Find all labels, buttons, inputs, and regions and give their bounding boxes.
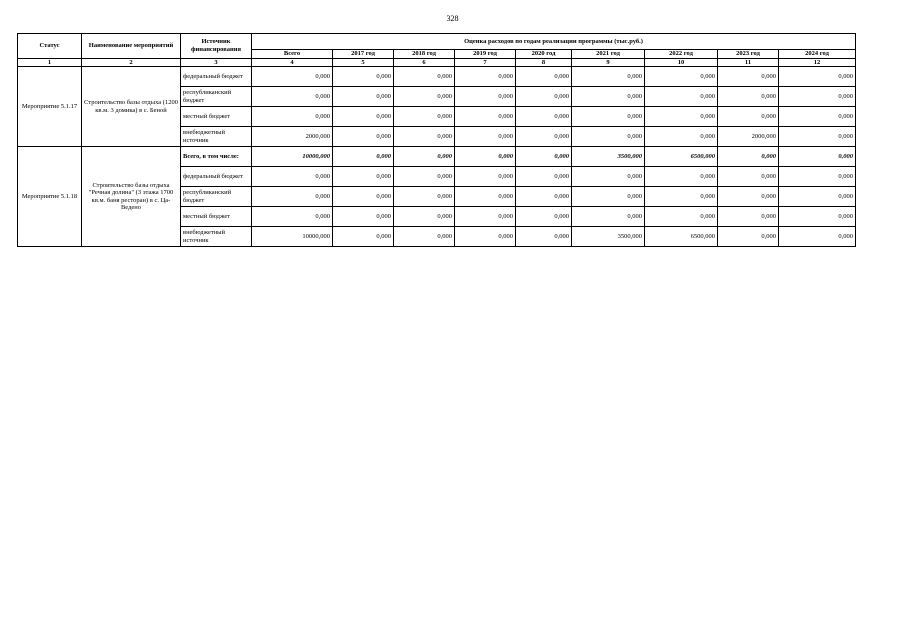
event-name-cell: Строительство базы отдыха "Речная долина" (3 этажа 1700 кв.м. баня ресторан) в с. Ца-Ведено	[82, 147, 181, 247]
value-cell: 0,000	[572, 127, 645, 147]
value-cell: 6500,000	[645, 147, 718, 167]
column-index: 11	[718, 58, 779, 67]
source-cell: республиканский бюджет	[181, 187, 252, 207]
column-index: 4	[252, 58, 333, 67]
source-cell: Всего, в том числе:	[181, 147, 252, 167]
value-cell: 0,000	[333, 107, 394, 127]
column-index: 9	[572, 58, 645, 67]
value-cell: 0,000	[645, 167, 718, 187]
value-cell: 0,000	[645, 107, 718, 127]
header-estimate: Оценка расходов по годам реализации программы (тыс.руб.)	[252, 34, 856, 50]
value-cell: 0,000	[333, 127, 394, 147]
value-cell: 0,000	[455, 107, 516, 127]
event-name-cell: Строительство базы отдыха (1200 кв.м. 3 домика) в с. Беной	[82, 67, 181, 147]
value-cell: 0,000	[645, 87, 718, 107]
column-index: 8	[516, 58, 572, 67]
value-cell: 0,000	[572, 187, 645, 207]
value-cell: 0,000	[516, 147, 572, 167]
value-cell: 0,000	[455, 67, 516, 87]
value-cell: 0,000	[333, 87, 394, 107]
header-year: 2017 год	[333, 50, 394, 59]
value-cell: 0,000	[394, 207, 455, 227]
value-cell: 0,000	[779, 147, 856, 167]
value-cell: 0,000	[779, 107, 856, 127]
value-cell: 0,000	[516, 187, 572, 207]
value-cell: 0,000	[718, 67, 779, 87]
value-cell: 0,000	[645, 207, 718, 227]
value-cell: 0,000	[516, 67, 572, 87]
value-cell: 0,000	[394, 107, 455, 127]
value-cell: 0,000	[455, 207, 516, 227]
value-cell: 0,000	[718, 227, 779, 247]
column-index: 10	[645, 58, 718, 67]
value-cell: 0,000	[779, 187, 856, 207]
column-index: 5	[333, 58, 394, 67]
page-number: 328	[446, 14, 459, 23]
source-cell: федеральный бюджет	[181, 167, 252, 187]
status-cell: Мероприятие 5.1.18	[18, 147, 82, 247]
value-cell: 6500,000	[645, 227, 718, 247]
value-cell: 0,000	[394, 87, 455, 107]
header-year: 2018 год	[394, 50, 455, 59]
value-cell: 0,000	[718, 207, 779, 227]
value-cell: 0,000	[455, 127, 516, 147]
value-cell: 0,000	[572, 207, 645, 227]
value-cell: 0,000	[252, 167, 333, 187]
value-cell: 0,000	[252, 107, 333, 127]
header-year: 2022 год	[645, 50, 718, 59]
value-cell: 0,000	[252, 187, 333, 207]
value-cell: 0,000	[516, 167, 572, 187]
value-cell: 0,000	[718, 147, 779, 167]
column-index: 12	[779, 58, 856, 67]
value-cell: 0,000	[394, 227, 455, 247]
value-cell: 0,000	[779, 207, 856, 227]
column-index: 2	[82, 58, 181, 67]
value-cell: 0,000	[779, 227, 856, 247]
value-cell: 3500,000	[572, 227, 645, 247]
value-cell: 0,000	[455, 167, 516, 187]
source-cell: федеральный бюджет	[181, 67, 252, 87]
header-year: 2024 год	[779, 50, 856, 59]
value-cell: 0,000	[516, 207, 572, 227]
header-name: Наименование мероприятий	[82, 34, 181, 59]
value-cell: 0,000	[333, 167, 394, 187]
header-source: Источник финансирования	[181, 34, 252, 59]
value-cell: 0,000	[645, 127, 718, 147]
header-status: Статус	[18, 34, 82, 59]
value-cell: 0,000	[333, 67, 394, 87]
value-cell: 0,000	[394, 127, 455, 147]
value-cell: 2000,000	[252, 127, 333, 147]
source-cell: внебюджетный источник	[181, 227, 252, 247]
value-cell: 0,000	[645, 187, 718, 207]
header-year: 2023 год	[718, 50, 779, 59]
table-row-total	[18, 147, 856, 167]
value-cell: 0,000	[252, 207, 333, 227]
header-year: Всего	[252, 50, 333, 59]
value-cell: 0,000	[718, 167, 779, 187]
value-cell: 0,000	[394, 147, 455, 167]
value-cell: 0,000	[779, 67, 856, 87]
column-index: 3	[181, 58, 252, 67]
value-cell: 0,000	[455, 227, 516, 247]
value-cell: 0,000	[333, 207, 394, 227]
value-cell: 0,000	[516, 127, 572, 147]
value-cell: 0,000	[718, 187, 779, 207]
source-cell: местный бюджет	[181, 207, 252, 227]
table-row	[18, 67, 856, 87]
value-cell: 0,000	[572, 167, 645, 187]
value-cell: 0,000	[779, 127, 856, 147]
source-cell: внебюджетный источник	[181, 127, 252, 147]
header-year: 2021 год	[572, 50, 645, 59]
source-cell: местный бюджет	[181, 107, 252, 127]
value-cell: 0,000	[455, 87, 516, 107]
value-cell: 0,000	[779, 87, 856, 107]
status-cell: Мероприятие 5.1.17	[18, 67, 82, 147]
value-cell: 0,000	[455, 187, 516, 207]
value-cell: 0,000	[455, 147, 516, 167]
column-index: 1	[18, 58, 82, 67]
budget-table	[17, 33, 856, 247]
value-cell: 0,000	[718, 87, 779, 107]
value-cell: 0,000	[333, 147, 394, 167]
header-year: 2020 год	[516, 50, 572, 59]
value-cell: 3500,000	[572, 147, 645, 167]
value-cell: 0,000	[394, 167, 455, 187]
column-index: 6	[394, 58, 455, 67]
value-cell: 0,000	[779, 167, 856, 187]
column-index: 7	[455, 58, 516, 67]
value-cell: 0,000	[516, 227, 572, 247]
value-cell: 0,000	[718, 107, 779, 127]
header-year: 2019 год	[455, 50, 516, 59]
value-cell: 0,000	[394, 187, 455, 207]
value-cell: 0,000	[252, 87, 333, 107]
value-cell: 0,000	[394, 67, 455, 87]
value-cell: 0,000	[572, 67, 645, 87]
value-cell: 10000,000	[252, 147, 333, 167]
value-cell: 0,000	[516, 87, 572, 107]
source-cell: республиканский бюджет	[181, 87, 252, 107]
value-cell: 10000,000	[252, 227, 333, 247]
value-cell: 0,000	[333, 227, 394, 247]
value-cell: 0,000	[572, 87, 645, 107]
value-cell: 2000,000	[718, 127, 779, 147]
value-cell: 0,000	[333, 187, 394, 207]
value-cell: 0,000	[572, 107, 645, 127]
value-cell: 0,000	[252, 67, 333, 87]
value-cell: 0,000	[645, 67, 718, 87]
value-cell: 0,000	[516, 107, 572, 127]
